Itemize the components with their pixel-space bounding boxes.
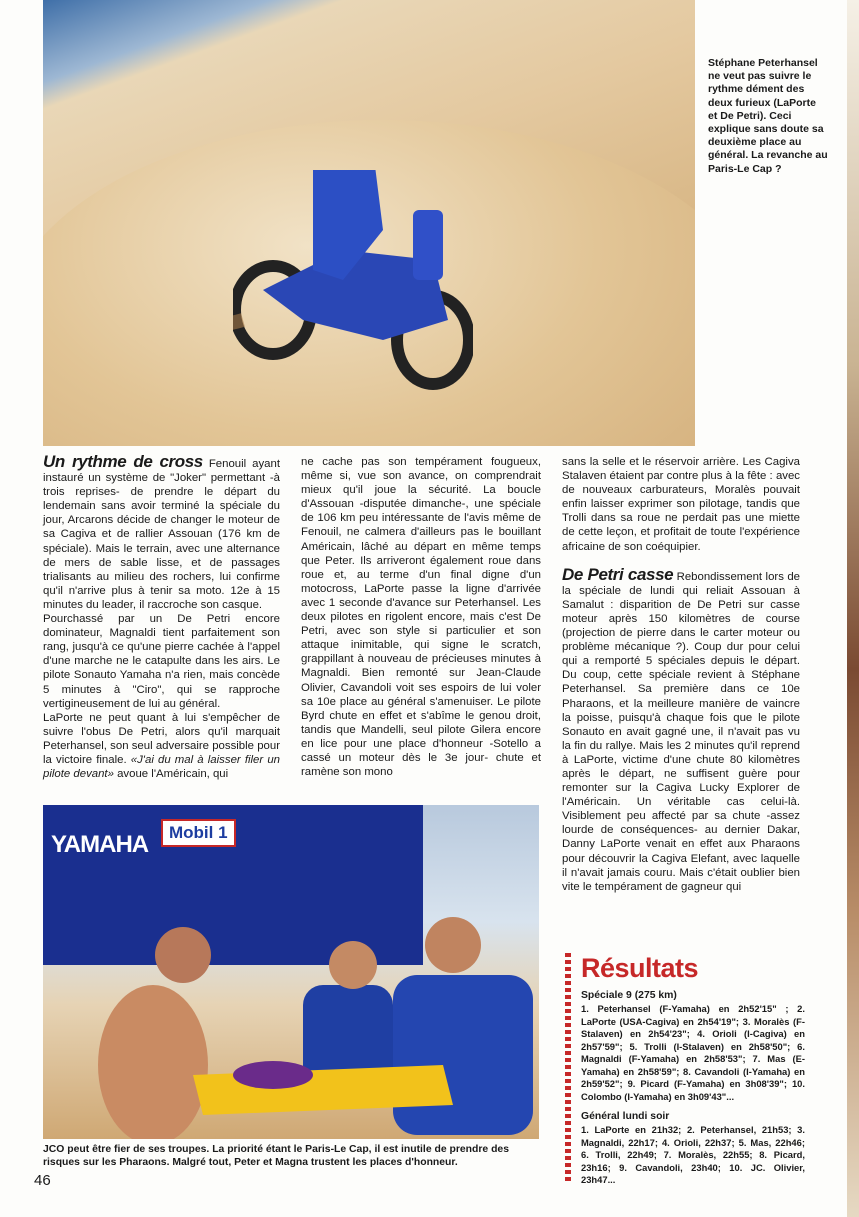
photo-team-table <box>43 805 539 1139</box>
paragraph-text: Fenouil ayant instauré un système de "Joker" permettant -à trois reprises- de prendre le départ du lendemain sans avoir terminé la spéciale du jour, Arcarons décide de changer le moteur de sa Cagiva et de rallier Assouan (176 km de spéciale). Mais le terrain, avec une alternance de mers de sable lisse, et de passages trialisants au milieu des rochers, lui confirme qu'il n'arrive plus à tenir sa moto. 12e à 15 minutes du leader, il raccroche son casque. <box>43 458 280 611</box>
paragraph <box>43 711 280 781</box>
article-column-3 <box>562 455 800 894</box>
paragraph <box>562 564 800 894</box>
paragraph-text: avoue l'Américain, qui <box>113 768 229 781</box>
page-number: 46 <box>34 1172 51 1189</box>
paragraph: sans la selle et le réservoir arrière. Les Cagiva Stalaven étaient par contre plus à la fête : avec de nouveaux carburateurs, Moralès pouvait enfin laisser exprimer son pilotage, tandis que Trolli dans sa roue ne perdait pas une miette de cette leçon, et profitait de toute l'expérience africaine de son coéquipier. <box>562 456 800 553</box>
results-box <box>565 953 805 1187</box>
paragraph <box>43 452 280 612</box>
paragraph: ne cache pas son tempérament fougueux, même si, vue son avance, on comprendrait mieux qu'il joue la sécurité. La boucle d'Assouan -disputée dimanche-, une spéciale de 106 km peu intéressante de l'avis même de Fenouil, ne calmera d'ailleurs pas le bouillant Américain, lâché au départ en même temps que Peter. Ils arriveront également roue dans roue et, au terme d'un final digne d'un motocross, LaPorte passe la ligne d'arrivée avec 1 seconde d'avance sur Peterhansel. Les deux pilotes en rigolent encore, mais c'est De Petri, avec son style si particulier et son attaque inimitable, qui signe le scratch, grappillant à nouveau de précieuses minutes à Magnaldi. Bien remonté sur Jean-Claude Olivier, Cavandoli voit ses espoirs de lui voler sa 10e place au général s'amenuiser. Le pilote Byrd chute en effet et s'abîme le genou droit, tandis que Mandelli, seul pilote Gilera encore en lice pour une place d'honneur -Sotello a cassé un moteur dès le 3e jour- chute et ramène son mono <box>301 456 541 779</box>
general-results: 1. LaPorte en 21h32; 2. Peterhansel, 21h53; 3. Magnaldi, 22h17; 4. Orioli, 22h37; 5. Mas, 22h46; 6. Trolli, 22h49; 7. Moralès, 22h55; 8. Picard, 23h16; 9. Cavandoli, 23h40; 10. JC. Olivier, 23h47... <box>581 1124 805 1185</box>
photo-motorcycle-dune <box>43 0 695 446</box>
section-heading-rythme: Un rythme de cross <box>43 452 203 471</box>
stage-title: Spéciale 9 (275 km) <box>581 990 677 1001</box>
paragraph: Pourchassé par un De Petri encore dominateur, Magnaldi tient parfaitement son rang, jusqu'à ce qu'une pierre cachée à l'appel d'une marche ne le catapulte dans les airs. Le pilote Sonauto Yamaha n'a rien, mais concède 5 minutes à "Ciro", qui se rapproche vertigineusement de lui au général. <box>43 613 280 710</box>
stage-results: 1. Peterhansel (F-Yamaha) en 2h52'15" ; 2. LaPorte (USA-Cagiva) en 2h54'19"; 3. Moralès (F-Stalaven) en 2h54'23"; 4. Orioli (I-Cagiva) en 2h57'59"; 5. Trolli (I-Stalaven) en 2h58'50"; 6. Magnaldi (F-Yamaha) en 2h58'53"; 7. Mas (E-Yamaha) en 2h58'59"; 8. Cavandoli (I-Yamaha) en 2h59'52"; 9. Picard (F-Yamaha) en 3h08'39"; 10. Colombo (I-Yamaha) en 3h09'43"... <box>581 1003 805 1102</box>
general-title: Général lundi soir <box>581 1111 670 1122</box>
article-column-2 <box>301 455 541 779</box>
motorcycle-rider-illustration <box>233 170 473 390</box>
section-heading-depetri: De Petri casse <box>562 564 674 584</box>
results-title: Résultats <box>581 953 699 983</box>
paragraph-text: LaPorte ne peut quant à lui s'empêcher de suivre l'obus De Petri, alors qu'il marquait Peterhansel, son seul adversaire possible pour la victoire finale. <box>43 711 280 766</box>
sponsor-logo: Mobil 1 <box>161 819 236 847</box>
adjacent-page-edge <box>847 0 859 1217</box>
photo-caption-top: Stéphane Peterhansel ne veut pas suivre le rythme dément des deux furieux (LaPorte et De Petri). Ceci explique sans doute sa deuxième place au général. La revanche au Paris-Le Cap ? <box>708 57 828 175</box>
photo-caption-bottom: JCO peut être fier de ses troupes. La priorité étant le Paris-Le Cap, il est inutile de prendre des risques sur les Pharaons. Malgré tout, Peter et Magna trustent les places d'honneur. <box>43 1144 509 1168</box>
truck-brand-text: YAMAHA <box>51 831 149 858</box>
article-column-1 <box>43 452 281 781</box>
results-decorative-bar <box>565 953 571 1183</box>
quote: «J'ai du mal à laisser filer un pilote devant» <box>43 753 281 781</box>
team-people-illustration <box>43 915 539 1139</box>
paragraph-text: Rebondissement lors de la spéciale de lundi qui reliait Assouan à Samalut : disparition de De Petri sur casse moteur après 150 kilomètres de course (projection de pierre dans le carter moteur ou problème mécanique ?). Coup dur pour celui qui a remporté 5 spéciales depuis le départ. Du coup, cette spéciale revient à Stéphane Peterhansel. Sa première dans ce 10e Pharaons, et la meilleure manière de vaincre la poisse, puisqu'à chaque fois que le pilote Sonauto en avait gagné une, il n'avait pas vu la fin du rallye. Mais les 2 minutes qu'il reprend à LaPorte, victime d'une chute 80 kilomètres après le départ, ne suffisent guère pour remonter sur la Cagiva Lucky Explorer de l'Américain. Un véritable cas celui-là. Visiblement peu affecté par sa chute -assez lourde de conséquences- au dernier Dakar, Danny LaPorte venait en effet aux Pharaons pour découvrir la Cagiva Elefant, avec laquelle il n'avait jamais couru. Mais c'était oublier bien vite le tempérament de gagneur qui <box>562 570 800 893</box>
